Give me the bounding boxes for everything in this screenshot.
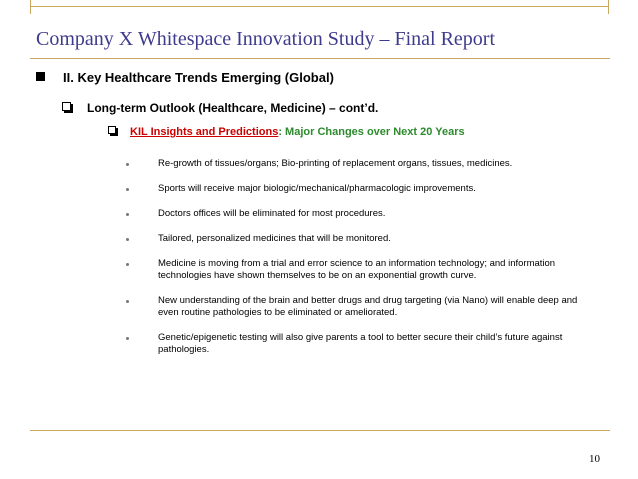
heading-level-3-rest: : Major Changes over Next 20 Years <box>278 126 465 138</box>
list-item-text: Re-growth of tissues/organs; Bio-printing of replacement organs, tissues, medicines. <box>158 158 513 169</box>
list-item-text: Genetic/epigenetic testing will also give parents a tool to better secure their child’s future against pathologies. <box>158 332 563 355</box>
top-border-tick-left <box>30 0 31 14</box>
heading-level-2 <box>62 101 378 115</box>
square-bullet-icon <box>36 72 45 81</box>
top-border <box>0 0 638 14</box>
hollow-square-bullet-icon <box>62 102 71 111</box>
list-item-text: Sports will receive major biologic/mechanical/pharmacologic improvements. <box>158 183 476 194</box>
dot-bullet-icon <box>126 337 129 340</box>
prediction-list <box>126 158 596 369</box>
heading-level-1-text: II. Key Healthcare Trends Emerging (Global) <box>63 70 334 85</box>
title-rule <box>30 58 610 59</box>
heading-level-2-text: Long-term Outlook (Healthcare, Medicine) – cont’d. <box>87 101 379 115</box>
list-item-text: Tailored, personalized medicines that will be monitored. <box>158 233 391 244</box>
top-border-line <box>30 6 608 7</box>
top-border-tick-right <box>608 0 609 14</box>
slide-title: Company X Whitespace Innovation Study – Final Report <box>36 28 496 50</box>
dot-bullet-icon <box>126 213 129 216</box>
list-item <box>126 332 596 356</box>
heading-level-3 <box>108 126 465 138</box>
list-item <box>126 295 596 319</box>
kil-insights-link[interactable]: KIL Insights and Predictions <box>130 126 279 138</box>
list-item-text: Doctors offices will be eliminated for most procedures. <box>158 208 386 219</box>
heading-level-1 <box>36 70 334 85</box>
hollow-square-bullet-icon <box>108 126 116 134</box>
list-item <box>126 158 596 170</box>
page-number: 10 <box>589 453 600 465</box>
dot-bullet-icon <box>126 163 129 166</box>
list-item <box>126 258 596 282</box>
dot-bullet-icon <box>126 188 129 191</box>
dot-bullet-icon <box>126 300 129 303</box>
list-item <box>126 183 596 195</box>
list-item <box>126 233 596 245</box>
dot-bullet-icon <box>126 263 129 266</box>
bottom-rule <box>30 430 610 431</box>
list-item-text: New understanding of the brain and better drugs and drug targeting (via Nano) will enable deep and even routine pathologies to be eliminated or ameliorated. <box>158 295 578 318</box>
list-item-text: Medicine is moving from a trial and error science to an information technology; and information technologies have shown themselves to be on an exponential growth curve. <box>158 258 556 281</box>
list-item <box>126 208 596 220</box>
dot-bullet-icon <box>126 238 129 241</box>
